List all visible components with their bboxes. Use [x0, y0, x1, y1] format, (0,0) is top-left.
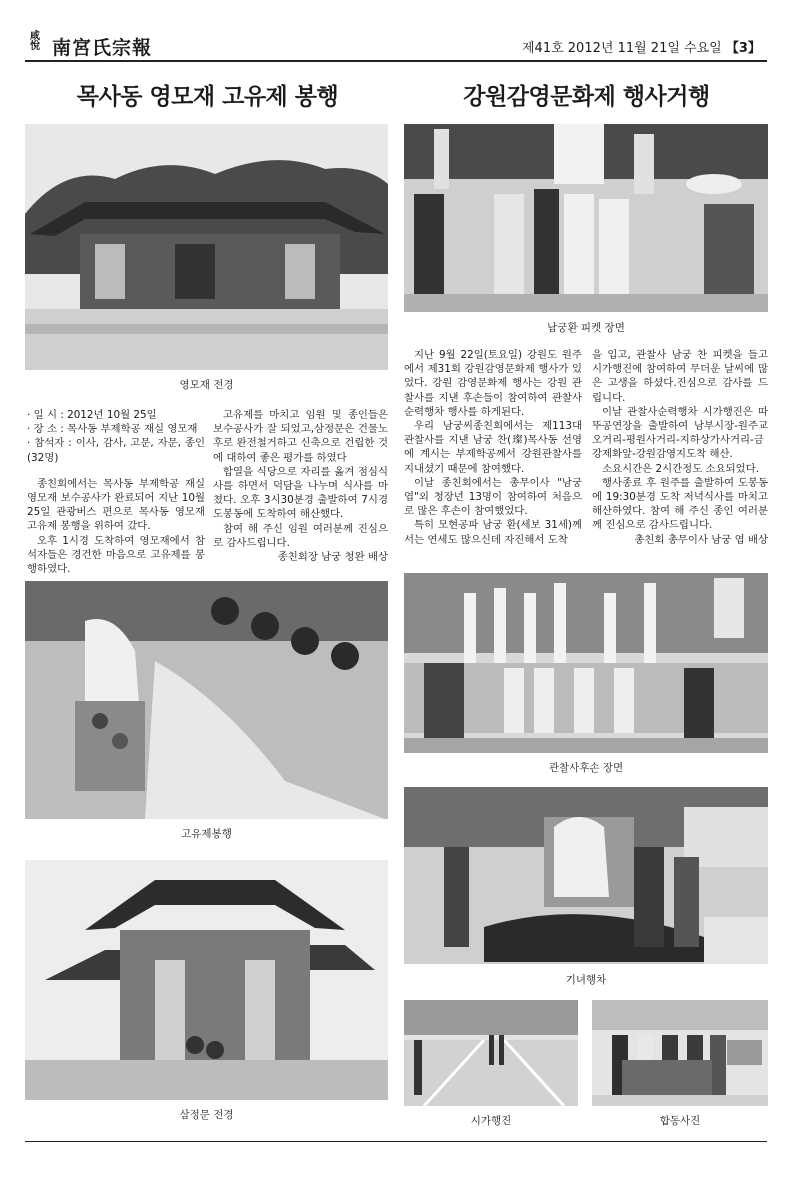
info-date: · 일 시 : 2012년 10월 25일 — [27, 409, 157, 421]
picket-photo — [404, 124, 768, 312]
left-article-col1 — [27, 408, 205, 576]
right-col1-paragraph: 특히 모현공파 남궁 환(세보 31세)께서는 연세도 많으신데 자진해서 도착 — [404, 519, 582, 546]
left-article-col2 — [213, 408, 388, 564]
info-attendees: · 참석자 : 이사, 감사, 고문, 자문, 종인(32명) — [27, 437, 205, 464]
ritual-caption: 고유제봉행 — [181, 828, 232, 840]
page-number: 【3】 — [725, 41, 761, 56]
samjeongmun-caption: 삼정문 전경 — [179, 1109, 234, 1121]
masthead-mark — [30, 32, 40, 52]
group-photo — [592, 1000, 768, 1106]
right-signature: 총친회 총무이사 남궁 엽 배상 — [634, 533, 768, 546]
ritual-photo — [25, 581, 388, 819]
masthead-mark-bottom: 悅 — [30, 41, 40, 52]
descendants-caption: 관찰사후손 장면 — [548, 762, 624, 774]
right-col2-paragraph: 소요시간은 2시간정도 소요되었다. — [602, 462, 760, 475]
left-col2-paragraph: 고유제를 마치고 임원 및 종인들은 보수공사가 잘 되었고,삼정문은 건물노후로 완전철거하고 신축으로 건립한 것에 대하여 좋은 평가를 하였다 — [213, 409, 388, 464]
street-march-caption: 시가행진 — [470, 1115, 512, 1127]
left-signature: 종친회장 남궁 청완 배상 — [277, 551, 388, 564]
group-photo-caption: 합동사진 — [659, 1115, 701, 1127]
picket-caption: 남궁환 피켓 장면 — [547, 322, 625, 334]
gisaeng-parade-caption: 기녀행차 — [565, 974, 607, 986]
issue-info — [522, 37, 761, 56]
yeongmojae-photo — [25, 124, 388, 370]
samjeongmun-photo — [25, 860, 388, 1100]
left-col1-paragraph: 종친회에서는 목사동 부제학공 재실 영모재 보수공사가 완료되어 지난 10월 25일 관광버스 편으로 목사동 영모재 고유제 봉행을 위하여 갔다. — [27, 477, 205, 533]
left-col2-paragraph: 합열을 식당으로 자리를 옮겨 점심식사를 하면서 덕담을 나누며 식사를 마쳤다. 오후 3시30분경 출발하여 7시경 도봉동에 도착하여 해산했다. — [213, 465, 388, 521]
right-headline: 강원감영문화제 행사거행 — [463, 84, 710, 110]
right-article-col2 — [592, 348, 768, 547]
right-col2-paragraph: 이날 관찰사순력행차 시가행진은 따뚜공연장을 출발하여 남부시장-원주교오거리-평원사거리-지하상가사거리-금강제화앞-강원감영지도착 해산. — [592, 405, 768, 461]
info-place: · 장 소 : 목사동 부제학공 재실 영모재 — [27, 423, 198, 436]
left-col1-paragraph: 오후 1시경 도착하여 영모재에서 참석자들은 경건한 마음으로 고유제를 봉행하였다. — [27, 534, 205, 576]
left-headline: 목사동 영모재 고유제 봉행 — [76, 84, 339, 110]
yeongmojae-caption: 영모재 전경 — [179, 379, 234, 391]
left-col2-paragraph: 참여 해 주신 임원 여러분께 진심으로 감사드립니다. — [213, 522, 388, 549]
masthead-mark-top: 咸 — [30, 31, 40, 42]
right-col2-paragraph: 을 입고, 관찰사 남궁 찬 피켓을 들고 시가행진에 참여하여 무더운 날씨에 많은 고생을 하셨다.진심으로 감사를 드립니다. — [592, 349, 768, 404]
right-col1-paragraph: 우리 남궁씨종친회에서는 제113대 관찰사를 지낸 남궁 찬(璨)목사동 선영에 계시는 부제학공께서 강원관찰사를 지내셨기 때문에 참여했다. — [404, 420, 582, 475]
gisaeng-parade-photo — [404, 787, 768, 964]
right-col2-paragraph: 행사종료 후 원주를 출발하여 도봉동에 19:30분경 도착 저녁식사를 마치고 해산하였다. 참여 해 주신 종인 여러분께 진심으로 감사드립니다. — [592, 476, 768, 532]
street-march-photo — [404, 1000, 578, 1106]
right-col1-paragraph: 지난 9월 22일(토요일) 강원도 원주에서 제31회 강원감영문화제 행사가 있었다. 강원 감영문화제 행사는 강원 관찰사를 지낸 후손들이 참여하여 관찰사순력행차 행사를 하게된다. — [404, 349, 582, 418]
right-col1-paragraph: 이날 종친회에서는 총무이사 "남궁 엽"외 청장년 13명이 참여하여 처음으로 많은 후손이 참여했었다. — [404, 476, 582, 518]
masthead-rule — [25, 60, 767, 62]
issue-date: 제41호 2012년 11월 21일 수요일 — [522, 41, 722, 56]
descendants-photo — [404, 573, 768, 753]
right-article-col1 — [404, 348, 582, 547]
masthead-title: 南宮氏宗報 — [52, 37, 153, 59]
footer-rule — [25, 1141, 767, 1142]
